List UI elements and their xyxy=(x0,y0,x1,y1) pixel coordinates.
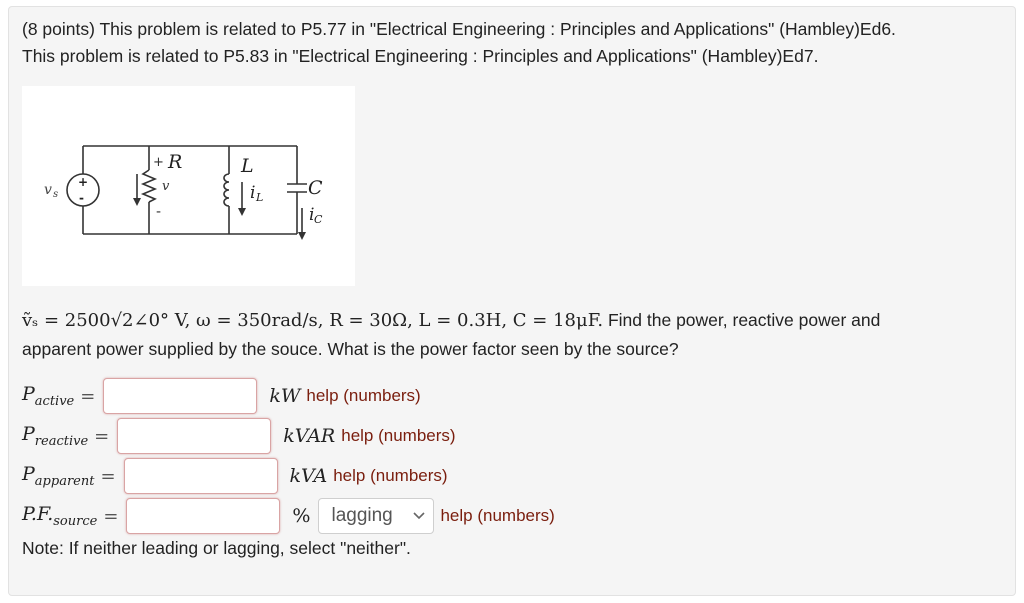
reactive-power-label: $P_{reactive}$ xyxy=(22,423,89,449)
chevron-down-icon xyxy=(413,512,425,520)
capacitor-label: C xyxy=(308,177,323,199)
lead-lag-select[interactable] xyxy=(318,498,434,534)
inductor-label: L xyxy=(241,155,254,177)
active-power-label: $P_{active}$ xyxy=(22,383,75,409)
ic-label: i xyxy=(309,205,315,225)
il-sub: L xyxy=(256,191,264,204)
problem-intro xyxy=(22,16,896,70)
power-factor-unit: % xyxy=(292,505,311,527)
row-reactive-power xyxy=(22,416,456,456)
apparent-power-unit: kVA xyxy=(289,465,328,487)
lead-lag-selected: lagging xyxy=(331,505,393,526)
given-values xyxy=(22,306,1012,363)
circuit-figure xyxy=(22,86,355,286)
apparent-power-label: $P_{apparent}$ xyxy=(22,463,95,489)
reactive-power-unit: kVAR xyxy=(283,425,336,447)
power-factor-help-link[interactable]: help (numbers) xyxy=(440,506,555,525)
apparent-power-input[interactable] xyxy=(124,458,278,494)
source-label: v xyxy=(44,182,52,198)
circuit-diagram xyxy=(22,86,355,286)
resistor-symbol xyxy=(143,170,155,202)
apparent-power-help-link[interactable]: help (numbers) xyxy=(333,466,448,485)
reactive-power-help-link[interactable]: help (numbers) xyxy=(341,426,456,445)
row-active-power xyxy=(22,376,421,416)
row-apparent-power xyxy=(22,456,448,496)
given-text-2: apparent power supplied by the souce. What is the power factor seen by the source? xyxy=(22,339,679,359)
svg-text:-: - xyxy=(79,191,84,205)
resistor-label: R xyxy=(168,151,183,173)
intro-line-2: This problem is related to P5.83 in "Electrical Engineering : Principles and Applications" (Hambley)Ed7. xyxy=(22,46,819,66)
given-equation: ṽₛ = 2500√2∠0° V, ω = 350rad/s, R = 30Ω, L = 0.3H, C = 18μF. xyxy=(22,310,604,331)
given-text-1: Find the power, reactive power and xyxy=(603,310,881,330)
active-power-input[interactable] xyxy=(103,378,257,414)
equals-sign: = xyxy=(94,425,110,447)
inductor-symbol xyxy=(224,174,229,206)
reactive-power-input[interactable] xyxy=(117,418,271,454)
active-power-help-link[interactable]: help (numbers) xyxy=(306,386,421,405)
svg-text:+: + xyxy=(78,175,89,189)
row-power-factor xyxy=(22,496,555,536)
il-label: i xyxy=(250,183,256,203)
equals-sign: = xyxy=(103,505,119,527)
plus-sign: + xyxy=(153,155,164,170)
equals-sign: = xyxy=(100,465,116,487)
minus-sign: - xyxy=(156,204,162,220)
source-sub: s xyxy=(53,189,59,200)
voltage-label: v xyxy=(162,179,170,194)
equals-sign: = xyxy=(80,385,96,407)
active-power-unit: kW xyxy=(269,385,301,407)
ic-sub: C xyxy=(314,213,323,226)
intro-line-1: (8 points) This problem is related to P5.77 in "Electrical Engineering : Principles and Applications" (Hambley)Ed6. xyxy=(22,19,896,39)
power-factor-input[interactable] xyxy=(126,498,280,534)
power-factor-label: $P.F._{source}$ xyxy=(22,503,98,529)
note-text: Note: If neither leading or lagging, select "neither". xyxy=(22,538,411,558)
